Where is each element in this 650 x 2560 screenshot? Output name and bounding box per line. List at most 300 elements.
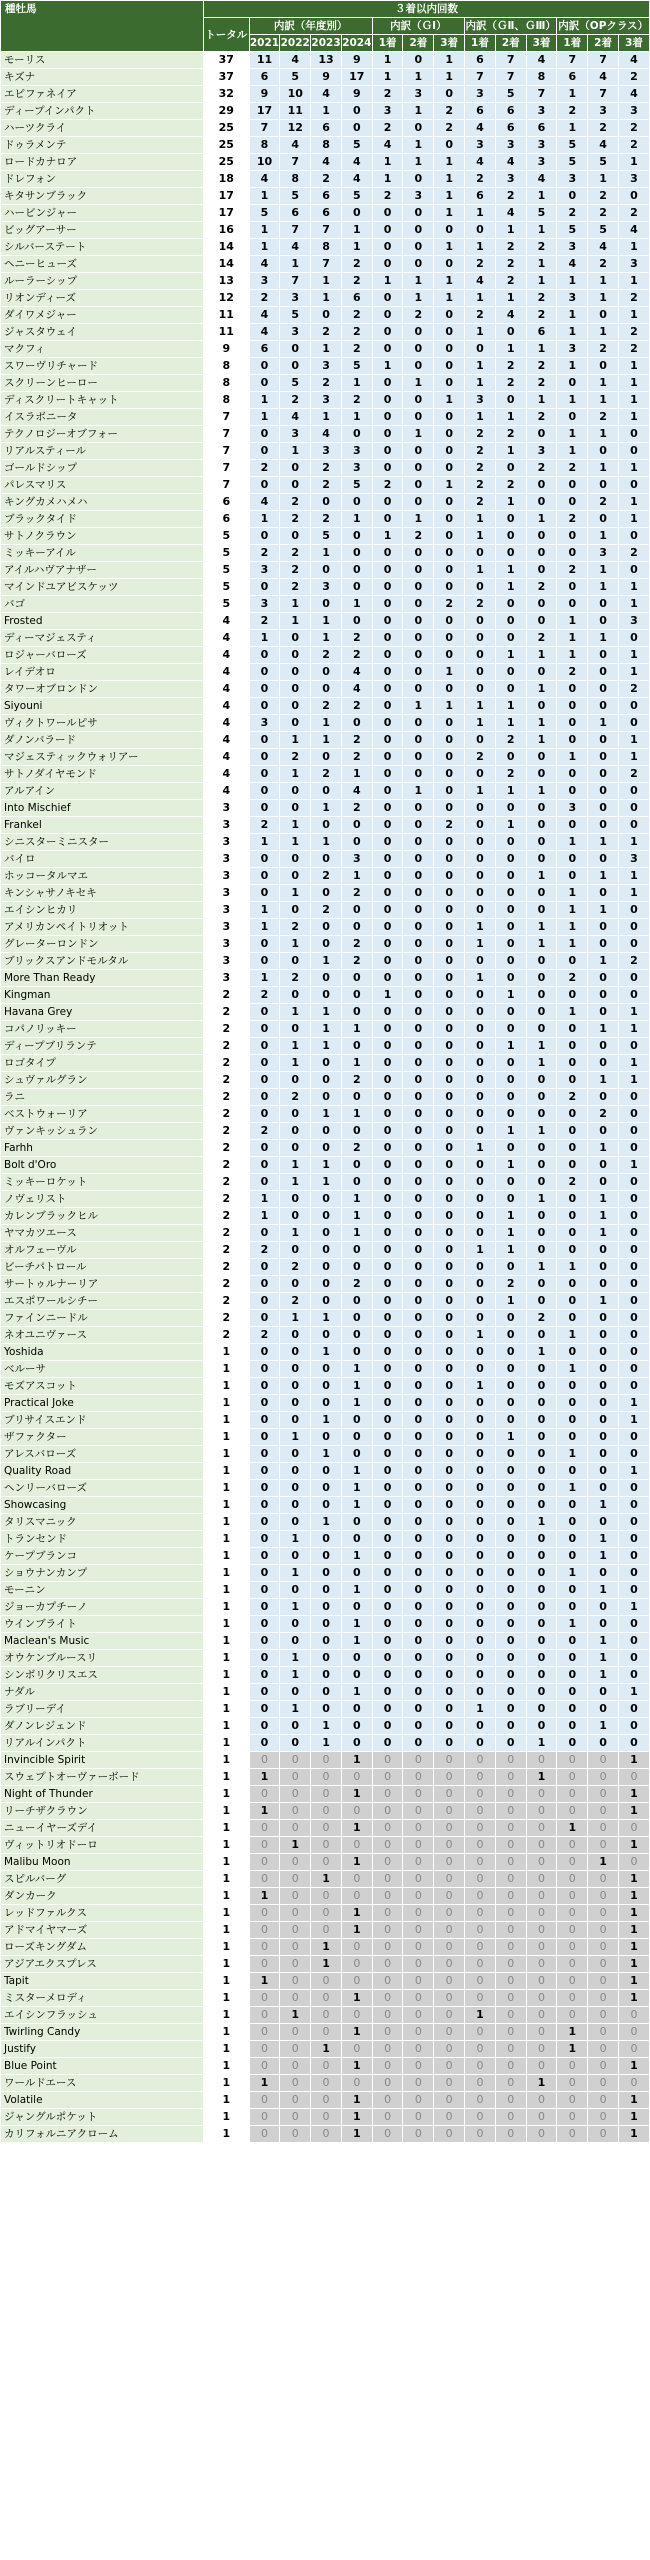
count-cell: 0 — [588, 2109, 619, 2126]
count-cell: 2 — [311, 171, 342, 188]
count-cell: 0 — [434, 1157, 465, 1174]
count-cell: 0 — [495, 1140, 526, 1157]
count-cell: 1 — [403, 103, 434, 120]
count-cell: 0 — [618, 1429, 649, 1446]
count-cell: 1 — [465, 239, 496, 256]
count-cell: 1 — [588, 868, 619, 885]
count-cell: 0 — [434, 1395, 465, 1412]
table-row — [1, 1208, 650, 1225]
table-row — [1, 1854, 650, 1871]
count-cell: 0 — [372, 1718, 403, 1735]
count-cell: 0 — [434, 409, 465, 426]
count-cell: 0 — [249, 1786, 280, 1803]
count-cell: 1 — [618, 1157, 649, 1174]
count-cell: 0 — [434, 1939, 465, 1956]
count-cell: 0 — [618, 1140, 649, 1157]
count-cell: 1 — [588, 1021, 619, 1038]
count-cell: 0 — [526, 2058, 557, 2075]
count-cell: 0 — [311, 1497, 342, 1514]
count-cell: 0 — [341, 613, 372, 630]
count-cell: 0 — [249, 1939, 280, 1956]
count-cell: 0 — [403, 2092, 434, 2109]
count-cell: 0 — [372, 715, 403, 732]
count-cell: 0 — [341, 103, 372, 120]
total-cell: 3 — [203, 970, 249, 987]
total-cell: 2 — [203, 1055, 249, 1072]
count-cell: 0 — [495, 613, 526, 630]
count-cell: 0 — [249, 1599, 280, 1616]
count-cell: 0 — [403, 1463, 434, 1480]
total-cell: 2 — [203, 1106, 249, 1123]
count-cell: 0 — [434, 1650, 465, 1667]
count-cell: 0 — [249, 1684, 280, 1701]
table-row — [1, 1871, 650, 1888]
count-cell: 0 — [280, 783, 311, 800]
count-cell: 0 — [526, 1667, 557, 1684]
sire-name-cell: ウインブライト — [1, 1616, 204, 1633]
count-cell: 0 — [403, 2041, 434, 2058]
count-cell: 0 — [280, 1361, 311, 1378]
count-cell: 0 — [526, 1140, 557, 1157]
count-cell: 1 — [557, 443, 588, 460]
count-cell: 2 — [311, 868, 342, 885]
count-cell: 0 — [434, 443, 465, 460]
count-cell: 0 — [434, 783, 465, 800]
total-cell: 9 — [203, 341, 249, 358]
count-cell: 2 — [557, 664, 588, 681]
count-cell: 3 — [465, 392, 496, 409]
count-cell: 0 — [434, 562, 465, 579]
count-cell: 1 — [557, 919, 588, 936]
count-cell: 0 — [341, 834, 372, 851]
count-cell: 0 — [249, 1565, 280, 1582]
count-cell: 0 — [434, 1565, 465, 1582]
count-cell: 0 — [280, 1514, 311, 1531]
count-cell: 0 — [526, 953, 557, 970]
sire-name-cell: アドマイヤマーズ — [1, 1922, 204, 1939]
count-cell: 0 — [434, 1905, 465, 1922]
table-row — [1, 2109, 650, 2126]
count-cell: 0 — [372, 1956, 403, 1973]
count-cell: 0 — [249, 1259, 280, 1276]
count-cell: 0 — [249, 1701, 280, 1718]
count-cell: 0 — [526, 1871, 557, 1888]
sire-name-cell: エイシンヒカリ — [1, 902, 204, 919]
count-cell: 0 — [403, 1956, 434, 1973]
count-cell: 1 — [341, 1208, 372, 1225]
sire-name-cell: マインドユアビスケッツ — [1, 579, 204, 596]
count-cell: 0 — [495, 749, 526, 766]
table-row — [1, 698, 650, 715]
count-cell: 0 — [526, 800, 557, 817]
count-cell: 0 — [249, 1344, 280, 1361]
count-cell: 1 — [403, 69, 434, 86]
count-cell: 0 — [526, 2092, 557, 2109]
count-cell: 1 — [465, 409, 496, 426]
count-cell: 7 — [588, 86, 619, 103]
count-cell: 0 — [526, 987, 557, 1004]
sire-name-cell: ケープブランコ — [1, 1548, 204, 1565]
total-cell: 4 — [203, 749, 249, 766]
count-cell: 0 — [249, 528, 280, 545]
table-row — [1, 443, 650, 460]
count-cell: 0 — [618, 1123, 649, 1140]
count-cell: 0 — [249, 358, 280, 375]
count-cell: 0 — [372, 1276, 403, 1293]
count-cell: 0 — [434, 1956, 465, 1973]
count-cell: 0 — [434, 2092, 465, 2109]
count-cell: 0 — [434, 1718, 465, 1735]
total-cell: 25 — [203, 137, 249, 154]
count-cell: 0 — [588, 307, 619, 324]
count-cell: 0 — [372, 1701, 403, 1718]
count-cell: 0 — [588, 1599, 619, 1616]
count-cell: 0 — [588, 1905, 619, 1922]
sire-name-cell: ロジャーバローズ — [1, 647, 204, 664]
count-cell: 0 — [588, 1378, 619, 1395]
count-cell: 1 — [526, 511, 557, 528]
count-cell: 0 — [465, 851, 496, 868]
count-cell: 4 — [588, 137, 619, 154]
table-row — [1, 494, 650, 511]
total-cell: 1 — [203, 1990, 249, 2007]
count-cell: 0 — [526, 834, 557, 851]
count-cell: 0 — [280, 1820, 311, 1837]
count-cell: 0 — [249, 2126, 280, 2143]
count-cell: 3 — [526, 154, 557, 171]
count-cell: 0 — [403, 1769, 434, 1786]
count-cell: 0 — [618, 188, 649, 205]
count-cell: 3 — [557, 341, 588, 358]
count-cell: 0 — [249, 1055, 280, 1072]
total-cell: 1 — [203, 1803, 249, 1820]
count-cell: 4 — [618, 222, 649, 239]
sire-name-cell: リーチザクラウン — [1, 1803, 204, 1820]
count-cell: 0 — [372, 1769, 403, 1786]
count-cell: 0 — [526, 1582, 557, 1599]
count-cell: 0 — [403, 1004, 434, 1021]
sire-name-cell: ヘンリーバローズ — [1, 1480, 204, 1497]
total-cell: 5 — [203, 528, 249, 545]
count-cell: 7 — [280, 273, 311, 290]
count-cell: 0 — [372, 1565, 403, 1582]
count-cell: 2 — [341, 885, 372, 902]
count-cell: 0 — [557, 1242, 588, 1259]
count-cell: 0 — [588, 1837, 619, 1854]
total-cell: 1 — [203, 2041, 249, 2058]
count-cell: 1 — [372, 154, 403, 171]
count-cell: 0 — [557, 1514, 588, 1531]
total-cell: 1 — [203, 1480, 249, 1497]
count-cell: 2 — [249, 817, 280, 834]
count-cell: 0 — [618, 936, 649, 953]
count-cell: 1 — [372, 69, 403, 86]
count-cell: 0 — [372, 1599, 403, 1616]
sire-name-cell: リアルインパクト — [1, 1735, 204, 1752]
count-cell: 0 — [557, 1956, 588, 1973]
table-row — [1, 1157, 650, 1174]
count-cell: 1 — [249, 919, 280, 936]
col-header-2023: 2023 — [311, 35, 342, 52]
count-cell: 1 — [618, 1803, 649, 1820]
count-cell: 2 — [372, 477, 403, 494]
count-cell: 0 — [249, 426, 280, 443]
count-cell: 0 — [434, 2007, 465, 2024]
count-cell: 0 — [434, 494, 465, 511]
total-cell: 11 — [203, 324, 249, 341]
count-cell: 0 — [341, 1327, 372, 1344]
count-cell: 0 — [588, 2092, 619, 2109]
count-cell: 0 — [465, 1667, 496, 1684]
table-row — [1, 885, 650, 902]
count-cell: 0 — [372, 1208, 403, 1225]
count-cell: 0 — [588, 1871, 619, 1888]
total-cell: 1 — [203, 2007, 249, 2024]
sire-name-cell: Volatile — [1, 2092, 204, 2109]
count-cell: 1 — [341, 2109, 372, 2126]
count-cell: 0 — [403, 851, 434, 868]
count-cell: 0 — [495, 885, 526, 902]
count-cell: 1 — [372, 171, 403, 188]
count-cell: 2 — [557, 1174, 588, 1191]
count-cell: 1 — [465, 528, 496, 545]
count-cell: 0 — [557, 1854, 588, 1871]
count-cell: 0 — [495, 1412, 526, 1429]
count-cell: 1 — [280, 1667, 311, 1684]
count-cell: 3 — [557, 800, 588, 817]
sire-name-cell: キンシャサノキセキ — [1, 885, 204, 902]
count-cell: 0 — [588, 987, 619, 1004]
table-row — [1, 1956, 650, 1973]
count-cell: 1 — [311, 1735, 342, 1752]
count-cell: 0 — [434, 1667, 465, 1684]
total-cell: 4 — [203, 715, 249, 732]
count-cell: 0 — [495, 1854, 526, 1871]
sire-name-cell: ルーラーシップ — [1, 273, 204, 290]
count-cell: 0 — [588, 1922, 619, 1939]
sire-name-cell: ディープブリランテ — [1, 1038, 204, 1055]
count-cell: 1 — [557, 1446, 588, 1463]
total-cell: 1 — [203, 1582, 249, 1599]
count-cell: 4 — [280, 239, 311, 256]
count-cell: 10 — [280, 86, 311, 103]
count-cell: 0 — [465, 1106, 496, 1123]
count-cell: 1 — [341, 1684, 372, 1701]
count-cell: 0 — [311, 1480, 342, 1497]
count-cell: 0 — [465, 1225, 496, 1242]
count-cell: 0 — [465, 1123, 496, 1140]
table-row — [1, 120, 650, 137]
count-cell: 4 — [249, 307, 280, 324]
count-cell: 1 — [311, 1871, 342, 1888]
count-cell: 0 — [249, 1905, 280, 1922]
count-cell: 0 — [341, 494, 372, 511]
count-cell: 0 — [311, 1072, 342, 1089]
count-cell: 0 — [434, 885, 465, 902]
count-cell: 0 — [372, 596, 403, 613]
count-cell: 1 — [618, 1463, 649, 1480]
count-cell: 0 — [434, 2024, 465, 2041]
count-cell: 0 — [526, 1395, 557, 1412]
table-row — [1, 1582, 650, 1599]
count-cell: 0 — [311, 1565, 342, 1582]
count-cell: 1 — [311, 341, 342, 358]
count-cell: 1 — [341, 409, 372, 426]
count-cell: 17 — [341, 69, 372, 86]
total-cell: 2 — [203, 1259, 249, 1276]
total-cell: 2 — [203, 1038, 249, 1055]
count-cell: 5 — [526, 205, 557, 222]
total-cell: 2 — [203, 1208, 249, 1225]
table-row — [1, 2024, 650, 2041]
count-cell: 17 — [249, 103, 280, 120]
count-cell: 0 — [434, 1089, 465, 1106]
count-cell: 0 — [341, 1242, 372, 1259]
sire-name-cell: エピファネイア — [1, 86, 204, 103]
count-cell: 0 — [249, 1820, 280, 1837]
count-cell: 0 — [341, 1293, 372, 1310]
count-cell: 0 — [341, 970, 372, 987]
count-cell: 0 — [372, 1854, 403, 1871]
count-cell: 0 — [372, 1123, 403, 1140]
count-cell: 0 — [434, 1446, 465, 1463]
count-cell: 4 — [341, 154, 372, 171]
count-cell: 0 — [280, 715, 311, 732]
count-cell: 2 — [618, 205, 649, 222]
count-cell: 0 — [526, 698, 557, 715]
count-cell: 0 — [526, 1004, 557, 1021]
table-row — [1, 817, 650, 834]
count-cell: 0 — [557, 2075, 588, 2092]
count-cell: 0 — [588, 1123, 619, 1140]
count-cell: 1 — [434, 154, 465, 171]
count-cell: 5 — [280, 69, 311, 86]
count-cell: 0 — [495, 324, 526, 341]
total-cell: 4 — [203, 664, 249, 681]
total-cell: 2 — [203, 1157, 249, 1174]
count-cell: 0 — [495, 936, 526, 953]
count-cell: 0 — [557, 1803, 588, 1820]
sire-name-cell: ディーマジェスティ — [1, 630, 204, 647]
count-cell: 1 — [341, 2126, 372, 2143]
total-cell: 12 — [203, 290, 249, 307]
count-cell: 0 — [372, 1004, 403, 1021]
count-cell: 1 — [249, 511, 280, 528]
count-cell: 0 — [249, 1038, 280, 1055]
count-cell: 1 — [618, 392, 649, 409]
count-cell: 1 — [311, 1514, 342, 1531]
count-cell: 0 — [618, 1497, 649, 1514]
count-cell: 0 — [249, 477, 280, 494]
count-cell: 1 — [465, 715, 496, 732]
count-cell: 2 — [311, 647, 342, 664]
sire-name-cell: Night of Thunder — [1, 1786, 204, 1803]
total-cell: 4 — [203, 613, 249, 630]
count-cell: 0 — [434, 1752, 465, 1769]
table-row — [1, 596, 650, 613]
count-cell: 2 — [618, 341, 649, 358]
count-cell: 1 — [249, 1803, 280, 1820]
count-cell: 0 — [341, 1650, 372, 1667]
count-cell: 0 — [403, 2109, 434, 2126]
total-cell: 1 — [203, 1667, 249, 1684]
count-cell: 1 — [280, 766, 311, 783]
count-cell: 0 — [311, 1582, 342, 1599]
count-cell: 0 — [557, 494, 588, 511]
count-cell: 0 — [403, 647, 434, 664]
count-cell: 0 — [403, 1497, 434, 1514]
count-cell: 0 — [341, 987, 372, 1004]
count-cell: 1 — [495, 290, 526, 307]
count-cell: 0 — [465, 1480, 496, 1497]
count-cell: 0 — [495, 2126, 526, 2143]
count-cell: 1 — [341, 766, 372, 783]
count-cell: 1 — [341, 1055, 372, 1072]
count-cell: 0 — [465, 664, 496, 681]
count-cell: 0 — [403, 52, 434, 69]
count-cell: 0 — [495, 834, 526, 851]
table-row — [1, 1259, 650, 1276]
count-cell: 1 — [618, 239, 649, 256]
count-cell: 0 — [403, 1140, 434, 1157]
count-cell: 1 — [280, 2007, 311, 2024]
count-cell: 2 — [311, 511, 342, 528]
count-cell: 0 — [341, 1599, 372, 1616]
count-cell: 0 — [526, 885, 557, 902]
count-cell: 5 — [280, 375, 311, 392]
total-column-header: トータル — [203, 18, 249, 52]
count-cell: 0 — [557, 1990, 588, 2007]
count-cell: 1 — [280, 1837, 311, 1854]
count-cell: 0 — [495, 1871, 526, 1888]
count-cell: 1 — [618, 1055, 649, 1072]
count-cell: 2 — [526, 358, 557, 375]
count-cell: 0 — [434, 936, 465, 953]
count-cell: 0 — [557, 2109, 588, 2126]
total-cell: 16 — [203, 222, 249, 239]
count-cell: 0 — [372, 1786, 403, 1803]
count-cell: 0 — [372, 2041, 403, 2058]
count-cell: 0 — [403, 477, 434, 494]
sire-name-cell: グレーターロンドン — [1, 936, 204, 953]
count-cell: 1 — [588, 1072, 619, 1089]
count-cell: 0 — [280, 1395, 311, 1412]
count-cell: 0 — [588, 1038, 619, 1055]
count-cell: 0 — [372, 664, 403, 681]
g2-g3-breakdown-header: 内訳（ＧⅡ、ＧⅢ） — [465, 18, 557, 35]
table-row — [1, 1395, 650, 1412]
count-cell: 0 — [495, 902, 526, 919]
count-cell: 0 — [434, 86, 465, 103]
count-cell: 0 — [465, 1650, 496, 1667]
count-cell: 1 — [249, 1888, 280, 1905]
count-cell: 0 — [465, 1684, 496, 1701]
count-cell: 0 — [465, 613, 496, 630]
count-cell: 0 — [526, 1327, 557, 1344]
count-cell: 0 — [495, 664, 526, 681]
count-cell: 0 — [311, 1259, 342, 1276]
count-cell: 0 — [372, 970, 403, 987]
table-row — [1, 2007, 650, 2024]
count-cell: 1 — [249, 1208, 280, 1225]
count-cell: 0 — [588, 1820, 619, 1837]
count-cell: 0 — [249, 1735, 280, 1752]
table-row — [1, 290, 650, 307]
count-cell: 0 — [403, 1752, 434, 1769]
count-cell: 0 — [557, 698, 588, 715]
count-cell: 2 — [557, 460, 588, 477]
count-cell: 0 — [588, 1990, 619, 2007]
